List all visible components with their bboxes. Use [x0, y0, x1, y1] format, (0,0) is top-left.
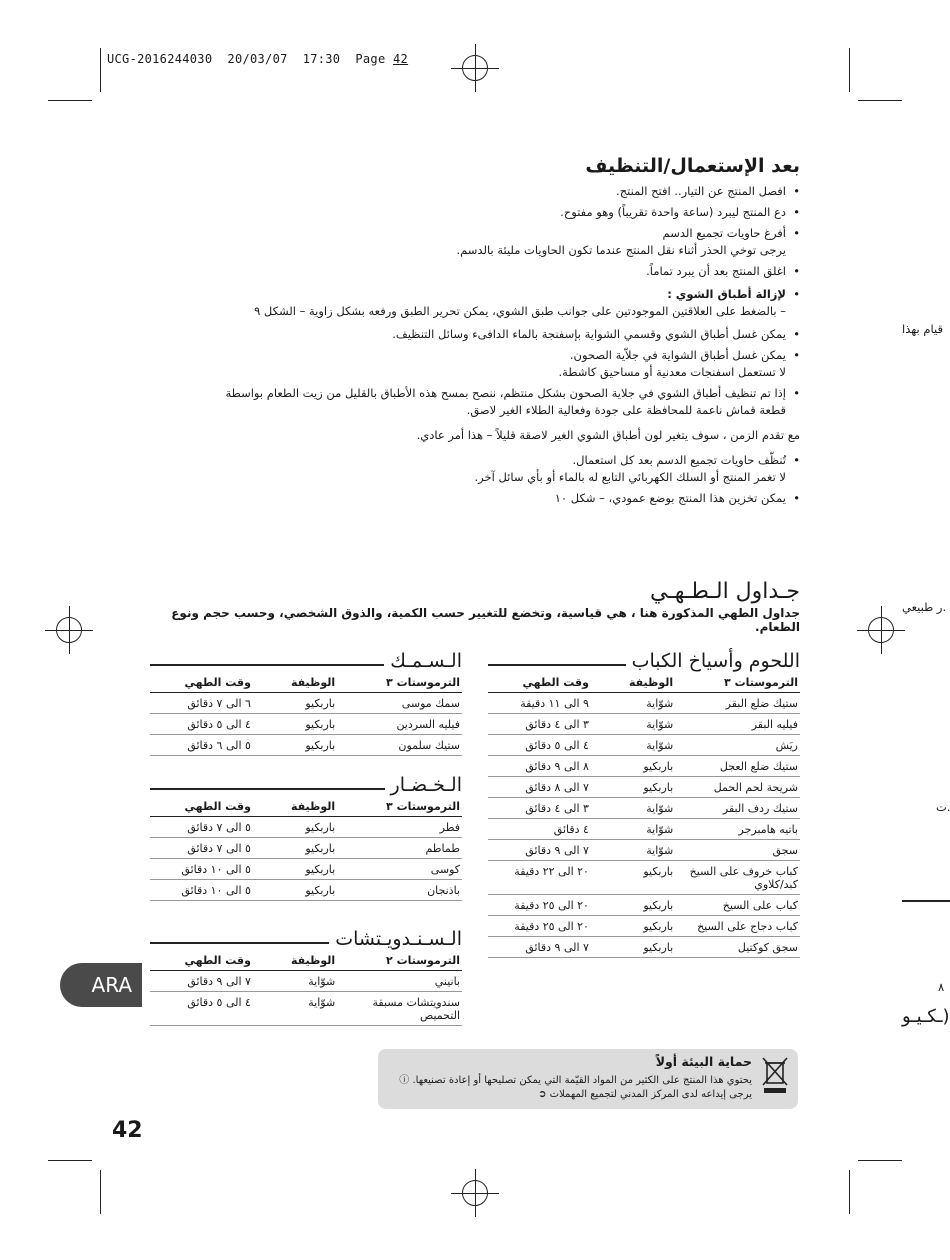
sandwiches-table [150, 950, 462, 1026]
page-number: 42 [112, 1118, 143, 1143]
table-row [488, 840, 800, 861]
table-cell: ٣ الى ٤ دقائق [488, 798, 591, 819]
table-cell: باربكيو [253, 859, 337, 880]
table-cell: ٥ الى ١٠ دقائق [150, 859, 253, 880]
table-cell: باربكيو [591, 937, 675, 958]
column-header: الوظيفة [253, 950, 337, 971]
meat-table [488, 672, 800, 958]
table-row [488, 861, 800, 895]
table-row [488, 819, 800, 840]
recycle-arrow-icon: ➲ [538, 1089, 547, 1100]
table-cell: ٦ الى ٧ دقائق [150, 693, 253, 714]
vegetables-title: الـخـضـار [390, 774, 462, 796]
table-cell: ٤ دقائق [488, 819, 591, 840]
table-cell: باربكيو [591, 895, 675, 916]
list-item: • يمكن غسل أطباق الشوي وقسمي الشواية بإسفنجة بالماء الدافىء وسائل التنظيف. [150, 326, 800, 343]
table-cell: كباب خروف على السيخ كبد/كلاوي [675, 861, 800, 895]
column-header: الترموستات ٣ [337, 672, 462, 693]
table-cell: باربكيو [591, 861, 675, 895]
margin-snippet: ٨ [938, 980, 945, 994]
meat-title: اللحوم وأسياخ الكباب [631, 650, 800, 672]
table-cell: باربكيو [253, 693, 337, 714]
registration-mark-left [56, 617, 82, 643]
table-cell: ٧ الى ٩ دقائق [488, 937, 591, 958]
table-row [488, 714, 800, 735]
washing-list [150, 326, 800, 419]
after-use-section [150, 155, 800, 511]
margin-snippet: ت [936, 800, 947, 814]
list-item [150, 286, 800, 320]
registration-mark-right [868, 617, 894, 643]
table-cell: كباب دجاج على السيخ [675, 916, 800, 937]
crop-mark [849, 48, 850, 92]
table-cell: شوّاية [591, 840, 675, 861]
registration-mark-top [462, 55, 488, 81]
table-cell: ٧ الى ٨ دقائق [488, 777, 591, 798]
table-cell: شوّاية [253, 992, 337, 1026]
column-header: وقت الطهي [488, 672, 591, 693]
storage-list [150, 452, 800, 507]
column-header: وقت الطهي [150, 672, 253, 693]
table-cell: ٣ الى ٤ دقائق [488, 714, 591, 735]
table-cell: كباب على السيخ [675, 895, 800, 916]
list-item: • دع المنتج ليبرد (ساعة واحدة تقريباً) وهو مفتوح. [150, 204, 800, 221]
vegetables-table-section [150, 770, 462, 901]
column-header: الوظيفة [591, 672, 675, 693]
sandwiches-table-section [150, 924, 462, 1026]
table-cell: ٨ الى ٩ دقائق [488, 756, 591, 777]
table-cell: شريحة لحم الحمل [675, 777, 800, 798]
table-row [488, 916, 800, 937]
after-use-list [150, 183, 800, 280]
margin-snippet: ر طبيعي. [902, 600, 947, 614]
table-cell: شوّاية [253, 971, 337, 992]
table-cell: سندويتشات مسبقة التحميص [337, 992, 462, 1026]
crop-mark [858, 1160, 902, 1161]
table-cell: شوّاية [591, 693, 675, 714]
table-cell: ستيك ردف البقر [675, 798, 800, 819]
column-header: الوظيفة [253, 672, 337, 693]
column-header: الوظيفة [253, 796, 337, 817]
table-cell: شوّاية [591, 819, 675, 840]
margin-snippet: قيام بهذا [902, 322, 943, 336]
table-cell: ٥ الى ٧ دقائق [150, 817, 253, 838]
table-cell: باذنجان [337, 880, 462, 901]
table-cell: سمك موسى [337, 693, 462, 714]
cooking-tables-header [148, 579, 800, 634]
table-cell: باربكيو [253, 714, 337, 735]
table-cell: فطر [337, 817, 462, 838]
print-slug: UCG-2016244030 20/03/07 17:30 Page 42 [107, 52, 409, 66]
table-row [488, 735, 800, 756]
table-row [488, 777, 800, 798]
table-row [488, 798, 800, 819]
table-cell: ٧ الى ٩ دقائق [488, 840, 591, 861]
sandwiches-title: الـسـنـدويـتشات [335, 928, 462, 950]
crop-mark [100, 48, 101, 92]
table-cell: ريَش [675, 735, 800, 756]
table-cell: شوّاية [591, 798, 675, 819]
table-row [150, 971, 462, 992]
table-row [150, 838, 462, 859]
table-row [150, 735, 462, 756]
crop-mark [48, 100, 92, 101]
table-cell: شوّاية [591, 735, 675, 756]
table-cell: ٩ الى ١١ دقيقة [488, 693, 591, 714]
crop-mark [858, 100, 902, 101]
table-row [150, 859, 462, 880]
table-cell: باربكيو [591, 916, 675, 937]
table-cell: باربكيو [253, 838, 337, 859]
environment-title: حماية البيئة أولاً [655, 1054, 752, 1069]
remove-plates-title: • لإزالة أطباق الشوي : [667, 287, 786, 301]
after-use-title: بعد الإستعمال/التنظيف [585, 155, 800, 177]
colour-note: مع تقدم الزمن ، سوف يتغير لون أطباق الشوي الغير لاصقة قليلاً – هذا أمر عادي. [416, 428, 800, 442]
table-row [488, 937, 800, 958]
table-row [150, 693, 462, 714]
table-row [150, 992, 462, 1026]
environment-notice [378, 1049, 798, 1109]
cooking-subtitle: جداول الطهي المذكورة هنا ، هي قياسية، وتخضع للتغيير حسب الكمية، والذوق الشخصي، وحسب حجم ونوع الطعام. [171, 606, 800, 634]
table-cell: باتيه هامبرجر [675, 819, 800, 840]
table-cell: ٢٠ الى ٢٥ دقيقة [488, 895, 591, 916]
remove-plates-text: – بالضغط على العلاقتين الموجودتين على جوانب طبق الشوي، يمكن تحرير الطبق ورفعه بشكل زاوية – الشكل ٩ [254, 304, 786, 318]
crop-mark [100, 1170, 101, 1214]
column-header: الترموستات ٢ [337, 950, 462, 971]
crossed-bin-icon [760, 1055, 790, 1099]
column-header: الترموستات ٣ [675, 672, 800, 693]
list-item: • اغلق المنتج بعد أن يبرد تماماً. [150, 263, 800, 280]
table-cell: ٤ الى ٥ دقائق [488, 735, 591, 756]
list-item: • يمكن غسل أطباق الشواية في جلاّية الصحون. لا تستعمل اسفنجات معدنية أو مساحيق كاشطة. [150, 347, 800, 381]
column-header: الترموستات ٣ [337, 796, 462, 817]
table-cell: طماطم [337, 838, 462, 859]
list-item: • تُنظّف حاويات تجميع الدسم بعد كل استعمال. لا تغمر المنتج أو السلك الكهربائي التابع له بالماء أو بأي سائل آخر. [150, 452, 800, 486]
table-cell: باربكيو [253, 735, 337, 756]
list-item: • افصل المنتج عن التيار.. افتح المنتج. [150, 183, 800, 200]
info-icon: ⓘ [399, 1075, 410, 1086]
table-cell: سجق [675, 840, 800, 861]
table-cell: بانيني [337, 971, 462, 992]
table-cell: سجق كوكتيل [675, 937, 800, 958]
table-cell: ستيك سلمون [337, 735, 462, 756]
list-item: • أفرغ حاويات تجميع الدسم يرجى توخي الحذر أثناء نقل المنتج عندما تكون الحاويات مليئة بالدسم. [150, 225, 800, 259]
language-tab: ARA [60, 963, 142, 1007]
fish-table-section [150, 646, 462, 756]
environment-line-2: يرجى إيداعه لدى المركز المدني لتجميع المهملات ➲ [538, 1089, 752, 1100]
table-row [150, 714, 462, 735]
registration-mark-bottom [462, 1180, 488, 1206]
table-cell: ٥ الى ٧ دقائق [150, 838, 253, 859]
table-cell: ٥ الى ١٠ دقائق [150, 880, 253, 901]
column-header: وقت الطهي [150, 950, 253, 971]
cooking-title: جـداول الـطـهـي [650, 579, 800, 604]
table-row [488, 756, 800, 777]
table-row [488, 693, 800, 714]
table-cell: ٤ الى ٥ دقائق [150, 714, 253, 735]
table-cell: ٢٠ الى ٢٥ دقيقة [488, 916, 591, 937]
fish-title: الـسـمـك [390, 650, 462, 672]
table-cell: ٥ الى ٦ دقائق [150, 735, 253, 756]
table-cell: كوسى [337, 859, 462, 880]
crop-mark [849, 1170, 850, 1214]
list-item: • يمكن تخزين هذا المنتج بوضع عمودي، – شكل ١٠ [150, 490, 800, 507]
meat-table-section [488, 646, 800, 958]
table-row [488, 895, 800, 916]
table-cell: ٢٠ الى ٢٢ دقيقة [488, 861, 591, 895]
table-cell: ستيك ضلع البقر [675, 693, 800, 714]
table-cell: باربكيو [591, 756, 675, 777]
fish-table [150, 672, 462, 756]
crop-mark [48, 1160, 92, 1161]
margin-snippet: ـكـيـو) [902, 1006, 950, 1027]
table-cell: باربكيو [253, 817, 337, 838]
margin-rule [902, 900, 950, 902]
table-cell: فيليه البقر [675, 714, 800, 735]
table-cell: باربكيو [253, 880, 337, 901]
column-header: وقت الطهي [150, 796, 253, 817]
table-cell: ٧ الى ٩ دقائق [150, 971, 253, 992]
table-row [150, 880, 462, 901]
table-cell: باربكيو [591, 777, 675, 798]
remove-plates [150, 286, 800, 320]
table-cell: ٤ الى ٥ دقائق [150, 992, 253, 1026]
table-row [150, 817, 462, 838]
table-cell: ستيك ضلع العجل [675, 756, 800, 777]
list-item: • إذا تم تنظيف أطباق الشوي في جلاية الصحون بشكل منتظم، ننصح بمسح هذه الأطباق بالقليل من زيت الطعام بواسطة قطعة قماش ناعمة للمحافظة على جودة وفعالية الطلاء الغير لاصق. [150, 385, 800, 419]
environment-line-1: يحتوي هذا المنتج على الكثير من المواد القيّمة التي يمكن تصليحها أو إعادة تصنيعها. ⓘ [399, 1075, 752, 1086]
vegetables-table [150, 796, 462, 901]
table-cell: شوّاية [591, 714, 675, 735]
table-cell: فيليه السردين [337, 714, 462, 735]
